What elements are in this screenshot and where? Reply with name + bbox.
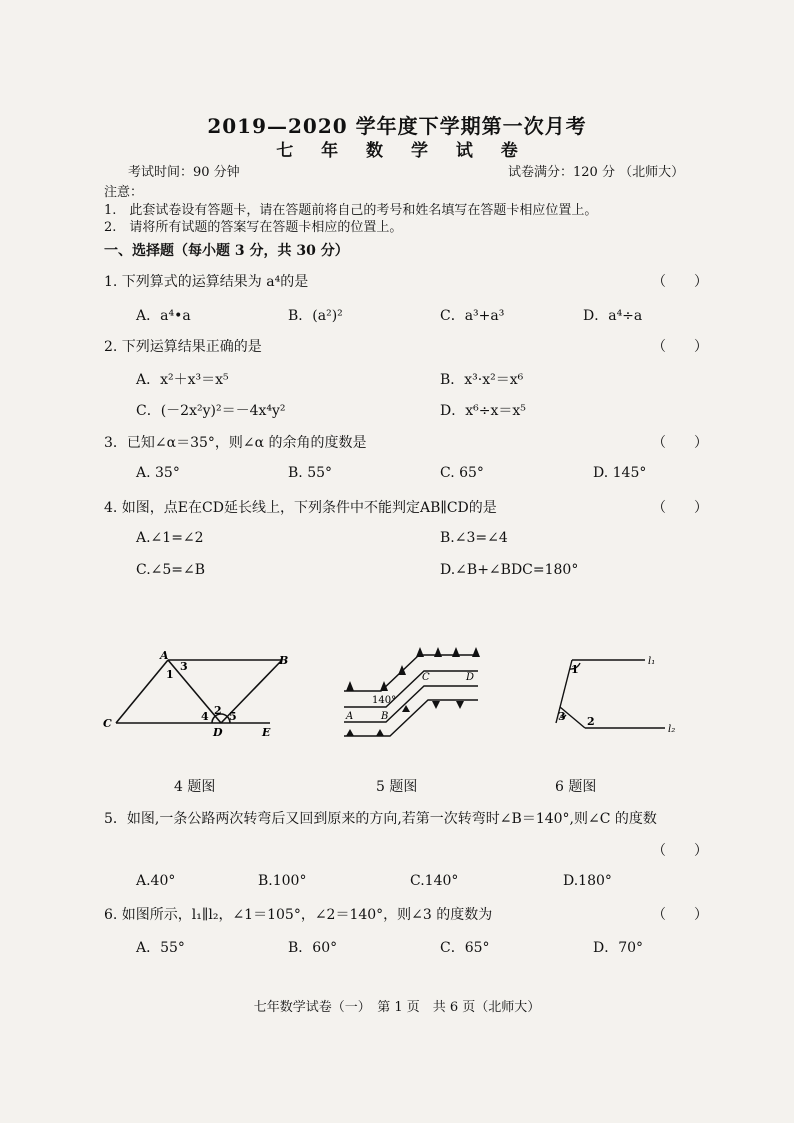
notice-item-2: 2. 请将所有试题的答案写在答题卡相应的位置上。: [104, 220, 403, 235]
option-c: C.∠5=∠B: [136, 562, 206, 578]
label-b: B: [279, 654, 289, 667]
option-c: C．(－2x²y)²＝－4x⁴y²: [136, 403, 286, 419]
option-d: D．x⁶÷x＝x⁵: [440, 403, 526, 419]
label-d: D: [213, 726, 223, 739]
label-c: C: [422, 672, 430, 683]
answer-paren: （ ）: [652, 435, 708, 451]
question-1-stem: 1. 下列算式的运算结果为 a⁴的是: [104, 274, 309, 290]
page-footer: 七年数学试卷（一） 第 1 页 共 6 页（北师大）: [253, 1000, 541, 1015]
option-c: C．a³+a³: [440, 308, 505, 324]
figure-6-diagram: [540, 645, 685, 740]
option-a: A．a⁴•a: [136, 308, 191, 324]
full-score: 试卷满分：120 分 （北师大）: [508, 165, 685, 180]
figure-4-caption: 4 题图: [174, 779, 216, 795]
option-a: A.40°: [136, 873, 176, 889]
label-1: 1: [166, 668, 174, 681]
answer-paren: （ ）: [652, 274, 708, 290]
option-b: B．x³·x²＝x⁶: [440, 372, 524, 388]
label-4: 4: [201, 710, 209, 723]
option-b: B.∠3=∠4: [440, 530, 508, 546]
label-1: 1: [571, 663, 579, 676]
label-3: 3: [558, 710, 566, 723]
answer-paren: （ ）: [652, 339, 708, 355]
option-d: D.180°: [563, 873, 612, 889]
option-b: B. 55°: [288, 465, 333, 481]
label-2: 2: [587, 715, 595, 728]
option-c: C. 65°: [440, 465, 484, 481]
option-c: C.140°: [410, 873, 459, 889]
label-e: E: [262, 726, 271, 739]
figure-5-diagram: [336, 645, 491, 740]
label-a: A: [346, 711, 354, 722]
notice-item-1: 1. 此套试卷设有答题卡，请在答题前将自己的考号和姓名填写在答题卡相应位置上。: [104, 203, 598, 218]
option-d: D．70°: [593, 940, 644, 956]
label-2: 2: [214, 704, 222, 717]
answer-paren: （ ）: [652, 500, 708, 516]
option-b: B．60°: [288, 940, 338, 956]
answer-paren: （ ）: [652, 843, 708, 859]
option-b: B.100°: [258, 873, 307, 889]
label-l1: l₁: [648, 656, 656, 667]
question-6-stem: 6. 如图所示，l₁∥l₂，∠1＝105°，∠2＝140°，则∠3 的度数为: [104, 907, 493, 923]
label-l2: l₂: [668, 724, 676, 735]
option-d: D．a⁴÷a: [583, 308, 643, 324]
label-c: C: [103, 717, 112, 730]
option-c: C．65°: [440, 940, 490, 956]
label-b: B: [381, 711, 389, 722]
question-4-stem: 4. 如图，点E在CD延长线上，下列条件中不能判定AB∥CD的是: [104, 500, 497, 516]
question-5-stem: 5．如图,一条公路两次转弯后又回到原来的方向,若第一次转弯时∠B＝140°,则∠C 的度数: [104, 811, 657, 827]
exam-title: 2019—2020 学年度下学期第一次月考: [207, 114, 587, 138]
label-a: A: [160, 649, 169, 662]
option-a: A.∠1=∠2: [136, 530, 204, 546]
option-b: B．(a²)²: [288, 308, 343, 324]
option-a: A. 35°: [136, 465, 180, 481]
question-3-stem: 3．已知∠α＝35°，则∠α 的余角的度数是: [104, 435, 367, 451]
figure-4-diagram: [100, 645, 289, 740]
option-d: D. 145°: [593, 465, 647, 481]
option-a: A．x²＋x³＝x⁵: [136, 372, 229, 388]
figure-5-caption: 5 题图: [376, 779, 418, 795]
section-title: 一、选择题（每小题 3 分，共 30 分）: [104, 243, 349, 259]
figure-6-caption: 6 题图: [555, 779, 597, 795]
answer-paren: （ ）: [652, 907, 708, 923]
notice-label: 注意：: [104, 185, 144, 200]
question-2-stem: 2. 下列运算结果正确的是: [104, 339, 262, 355]
option-d: D.∠B+∠BDC=180°: [440, 562, 579, 578]
exam-subtitle: 七 年 数 学 试 卷: [276, 141, 518, 161]
label-d: D: [466, 672, 475, 683]
angle-label: 140°: [372, 695, 397, 706]
label-3: 3: [180, 660, 188, 673]
label-5: 5: [229, 710, 237, 723]
option-a: A．55°: [136, 940, 185, 956]
exam-time: 考试时间：90 分钟: [128, 165, 240, 180]
